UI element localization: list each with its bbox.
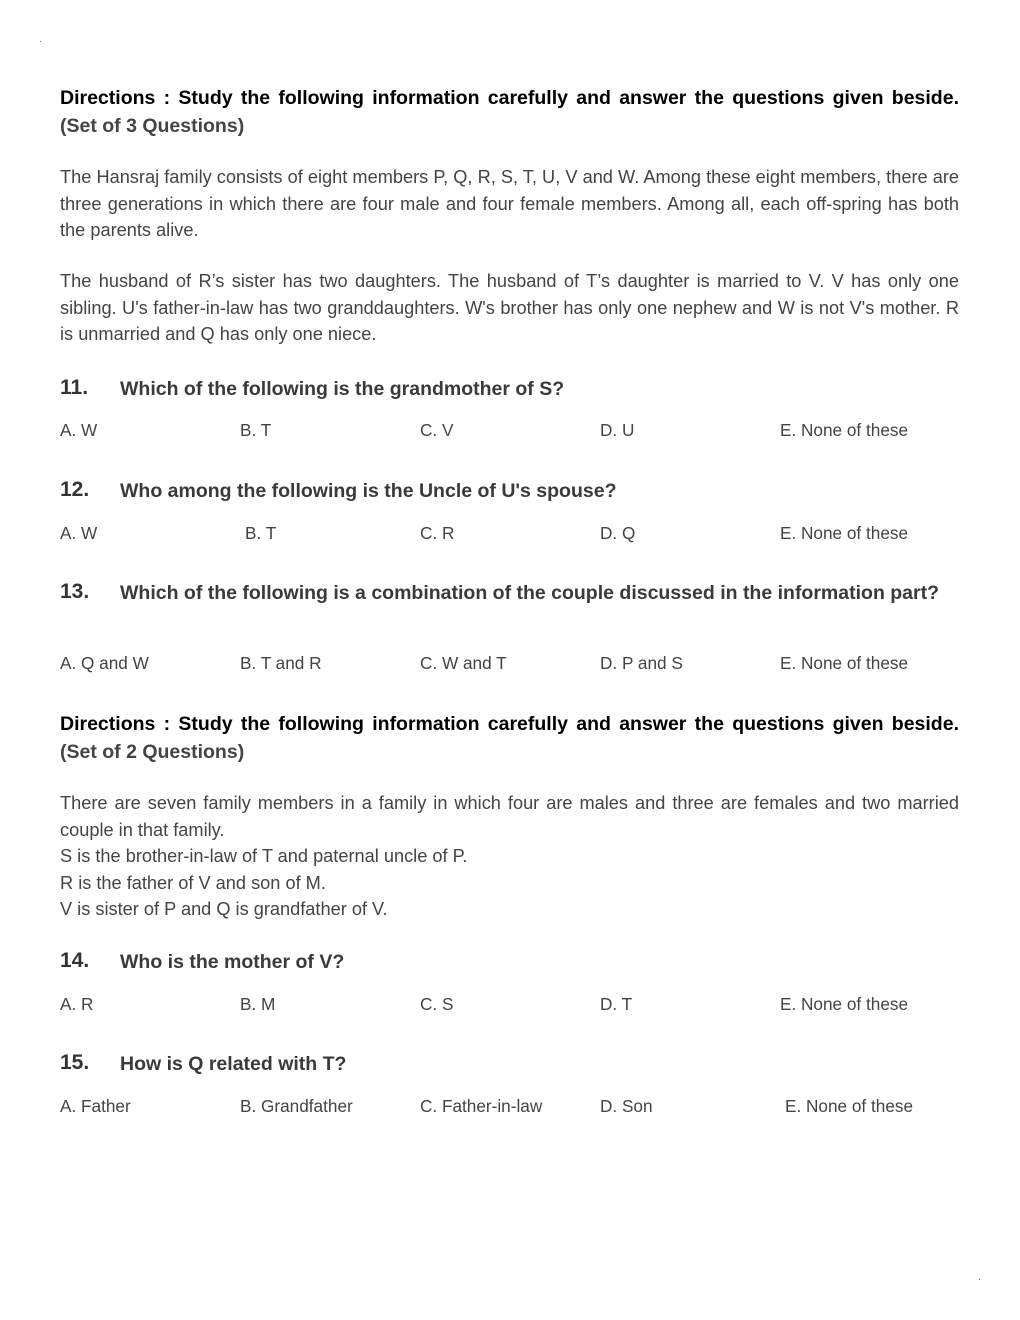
option-e[interactable]: E. None of these: [780, 420, 909, 440]
option-c[interactable]: C. Father-in-law: [420, 1096, 543, 1116]
set2-statements: [60, 843, 959, 923]
set1-directions: [60, 84, 959, 140]
question-number: 15.: [60, 1051, 90, 1074]
set1-set-info: (Set of 3 Questions): [60, 115, 245, 137]
option-a[interactable]: A. Q and W: [60, 653, 149, 673]
set1-directions-text: Directions : Study the following information carefully and answer the questions given beside.: [60, 87, 959, 109]
question-15-options: [60, 1096, 959, 1120]
option-e[interactable]: E. None of these: [780, 653, 909, 673]
question-13: [60, 579, 959, 607]
option-c[interactable]: C. S: [420, 994, 454, 1014]
set2-statement-3: V is sister of P and Q is grandfather of V.: [60, 899, 388, 919]
set2-directions: [60, 710, 959, 766]
set1-paragraph-2: The husband of R’s sister has two daughters. The husband of T’s daughter is married to V. V has only one sibling. U's father-in-law has two granddaughters. W's brother has only one nephew and W is not V's mother. R is unmarried and Q has only one niece.: [60, 271, 959, 344]
option-d[interactable]: D. P and S: [600, 653, 683, 673]
question-number: 14.: [60, 949, 90, 972]
option-b[interactable]: B. T: [245, 523, 277, 543]
option-c[interactable]: C. W and T: [420, 653, 507, 673]
option-d[interactable]: D. T: [600, 994, 633, 1014]
question-14-options: [60, 994, 959, 1018]
option-e[interactable]: E. None of these: [780, 523, 909, 543]
option-c[interactable]: C. V: [420, 420, 454, 440]
question-number: 12.: [60, 478, 90, 501]
question-11-options: [60, 420, 959, 444]
question-number: 11.: [60, 376, 89, 399]
question-text: Which of the following is a combination of the couple discussed in the information part?: [120, 582, 940, 604]
option-a[interactable]: A. R: [60, 994, 94, 1014]
set2-directions-text: Directions : Study the following information carefully and answer the questions given beside.: [60, 713, 959, 735]
option-e[interactable]: E. None of these: [785, 1096, 914, 1116]
question-number: 13.: [60, 580, 90, 603]
question-12-options: [60, 523, 959, 547]
option-d[interactable]: D. Son: [600, 1096, 653, 1116]
option-a[interactable]: A. W: [60, 420, 98, 440]
question-13-options: [60, 653, 959, 677]
question-text: Who is the mother of V?: [120, 951, 345, 973]
option-a[interactable]: A. W: [60, 523, 98, 543]
corner-mark-top: [40, 41, 41, 42]
question-15: [60, 1050, 959, 1078]
question-text: How is Q related with T?: [120, 1053, 347, 1075]
set2-statement-1: S is the brother-in-law of T and paternal uncle of P.: [60, 846, 468, 866]
question-text: Who among the following is the Uncle of U's spouse?: [120, 480, 617, 502]
question-12: [60, 477, 959, 505]
option-b[interactable]: B. M: [240, 994, 276, 1014]
option-d[interactable]: D. Q: [600, 523, 636, 543]
option-b[interactable]: B. T: [240, 420, 272, 440]
set1-paragraph-1: The Hansraj family consists of eight members P, Q, R, S, T, U, V and W. Among these eight members, there are three generations in which there are four male and four female members. Among all, each off-spring has both the parents alive.: [60, 167, 959, 240]
option-b[interactable]: B. Grandfather: [240, 1096, 353, 1116]
set2-set-info: (Set of 2 Questions): [60, 741, 245, 763]
option-b[interactable]: B. T and R: [240, 653, 322, 673]
set2-paragraph: There are seven family members in a family in which four are males and three are females and two married couple in that family.: [60, 793, 959, 840]
corner-mark-bottom: [979, 1279, 980, 1280]
question-11: [60, 375, 959, 403]
option-d[interactable]: D. U: [600, 420, 635, 440]
option-e[interactable]: E. None of these: [780, 994, 909, 1014]
option-c[interactable]: C. R: [420, 523, 455, 543]
set2-statement-2: R is the father of V and son of M.: [60, 872, 326, 893]
option-a[interactable]: A. Father: [60, 1096, 131, 1116]
question-text: Which of the following is the grandmother of S?: [120, 378, 565, 400]
question-14: [60, 948, 959, 976]
